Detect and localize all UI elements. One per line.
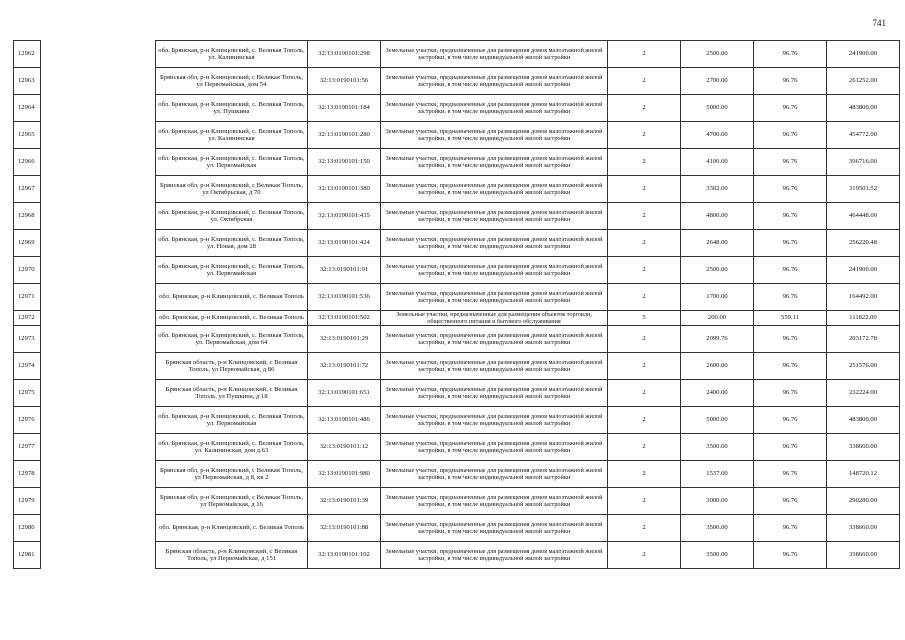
specific-value-cell: 96.76 (754, 542, 827, 569)
address-cell: Брянская обл, р-н Клинцовский, с Великая Тополь, ул Первомайская, д 16 (156, 488, 308, 515)
area-cell: 4100.00 (681, 149, 754, 176)
specific-value-cell: 96.76 (754, 230, 827, 257)
land-use-cell: Земельные участки, предназначенные для размещения домов малоэтажной жилой застройки, в том числе индивидуальной жилой застройки (381, 434, 608, 461)
cadastral-value-cell: 338660.00 (827, 434, 900, 461)
area-cell: 2500.00 (681, 257, 754, 284)
specific-value-cell: 96.76 (754, 515, 827, 542)
cadastral-value-cell: 256220.48 (827, 230, 900, 257)
spacer-cell (41, 407, 156, 434)
area-cell: 2700.00 (681, 68, 754, 95)
area-cell: 3500.00 (681, 515, 754, 542)
address-cell: обл. Брянская, р-н Клинцовский, с. Великая Тополь, ул. Калининская (156, 122, 308, 149)
spacer-cell (41, 434, 156, 461)
specific-value-cell: 96.76 (754, 95, 827, 122)
record-number-cell: 12967 (14, 176, 41, 203)
specific-value-cell: 96.76 (754, 284, 827, 311)
cadastral-number-cell: 32:13:0190101:980 (308, 461, 381, 488)
specific-value-cell: 96.76 (754, 326, 827, 353)
spacer-cell (41, 230, 156, 257)
cadastral-number-cell: 32:13:0190101:150 (308, 149, 381, 176)
record-number-cell: 12974 (14, 353, 41, 380)
record-number-cell: 12980 (14, 515, 41, 542)
address-cell: обл. Брянская, р-н Клинцовский, с. Великая Тополь, ул. Первомайская (156, 257, 308, 284)
table-row (14, 203, 900, 230)
cadastral-number-cell: 32:13:0190101:424 (308, 230, 381, 257)
cadastral-value-cell: 338660.00 (827, 515, 900, 542)
address-cell: Брянская обл, р-н Клинцовский, с Великая Тополь, ул Первомайская, д 8, кв 2 (156, 461, 308, 488)
use-group-cell: 2 (608, 230, 681, 257)
area-cell: 3000.00 (681, 488, 754, 515)
land-use-cell: Земельные участки, предназначенные для размещения домов малоэтажной жилой застройки, в том числе индивидуальной жилой застройки (381, 203, 608, 230)
use-group-cell: 2 (608, 41, 681, 68)
table-row (14, 230, 900, 257)
record-number-cell: 12965 (14, 122, 41, 149)
specific-value-cell: 96.76 (754, 380, 827, 407)
spacer-cell (41, 176, 156, 203)
cadastral-number-cell: 32:13:0190101:435 (308, 203, 381, 230)
table-row (14, 311, 900, 326)
land-use-cell: Земельные участки, предназначенные для размещения домов малоэтажной жилой застройки, в том числе индивидуальной жилой застройки (381, 353, 608, 380)
cadastral-value-cell: 290280.00 (827, 488, 900, 515)
record-number-cell: 12978 (14, 461, 41, 488)
land-use-cell: Земельные участки, предназначенные для размещения домов малоэтажной жилой застройки, в том числе индивидуальной жилой застройки (381, 41, 608, 68)
specific-value-cell: 96.76 (754, 68, 827, 95)
cadastral-value-cell: 241900.00 (827, 257, 900, 284)
spacer-cell (41, 203, 156, 230)
cadastral-number-cell: 32:13:0190101:298 (308, 41, 381, 68)
address-cell: обл. Брянская, р-н Клинцовский, с. Великая Тополь, ул. Калининская (156, 41, 308, 68)
spacer-cell (41, 257, 156, 284)
record-number-cell: 12979 (14, 488, 41, 515)
record-number-cell: 12966 (14, 149, 41, 176)
address-cell: Брянская обл, р-н Клинцовский, с Великая Тополь, ул Октябрьская, д 70 (156, 176, 308, 203)
land-use-cell: Земельные участки, предназначенные для размещения объектов торговли, общественного питания и бытового обслуживания (381, 311, 608, 326)
specific-value-cell: 96.76 (754, 203, 827, 230)
specific-value-cell: 96.76 (754, 176, 827, 203)
address-cell: Брянская область, р-н Клинцовский, с Великая Тополь, ул Пушкина, д 18 (156, 380, 308, 407)
address-cell: обл. Брянская, р-н Клинцовский, с. Великая Тополь, ул. Пушкина (156, 95, 308, 122)
area-cell: 2648.00 (681, 230, 754, 257)
land-use-cell: Земельные участки, предназначенные для размещения домов малоэтажной жилой застройки, в том числе индивидуальной жилой застройки (381, 380, 608, 407)
cadastral-number-cell: 32:13:0190101:29 (308, 326, 381, 353)
spacer-cell (41, 515, 156, 542)
table-row (14, 434, 900, 461)
spacer-cell (41, 326, 156, 353)
specific-value-cell: 96.76 (754, 434, 827, 461)
use-group-cell: 2 (608, 149, 681, 176)
record-number-cell: 12972 (14, 311, 41, 326)
table-body (14, 41, 900, 569)
cadastral-value-cell: 396716.00 (827, 149, 900, 176)
table-row (14, 284, 900, 311)
cadastral-number-cell: 32:13:0190101:72 (308, 353, 381, 380)
record-number-cell: 12970 (14, 257, 41, 284)
area-cell: 3302.00 (681, 176, 754, 203)
cadastral-number-cell: 32:13:0190101:91 (308, 257, 381, 284)
table-row (14, 380, 900, 407)
spacer-cell (41, 68, 156, 95)
address-cell: обл. Брянская, р-н Клинцовский, с. Великая Тополь (156, 284, 308, 311)
address-cell: обл. Брянская, р-н Клинцовский, с. Великая Тополь, ул. Первомайская, дом 64 (156, 326, 308, 353)
cadastral-value-cell: 148720.12 (827, 461, 900, 488)
record-number-cell: 12976 (14, 407, 41, 434)
record-number-cell: 12971 (14, 284, 41, 311)
table-row (14, 122, 900, 149)
specific-value-cell: 96.76 (754, 407, 827, 434)
cadastral-value-cell: 261252.00 (827, 68, 900, 95)
table-row (14, 68, 900, 95)
address-cell: обл. Брянская, р-н Клинцовский, с. Великая Тополь, ул. Первомайская (156, 407, 308, 434)
record-number-cell: 12981 (14, 542, 41, 569)
table-row (14, 515, 900, 542)
cadastral-number-cell: 32:13:0190101:39 (308, 488, 381, 515)
cadastral-value-cell: 241900.00 (827, 41, 900, 68)
use-group-cell: 2 (608, 542, 681, 569)
address-cell: обл. Брянская, р-н Клинцовский, с. Великая Тополь, ул. Калининская, дом д.63 (156, 434, 308, 461)
land-use-cell: Земельные участки, предназначенные для размещения домов малоэтажной жилой застройки, в том числе индивидуальной жилой застройки (381, 488, 608, 515)
specific-value-cell: 96.76 (754, 353, 827, 380)
table-row (14, 149, 900, 176)
address-cell: обл. Брянская, р-н Клинцовский, с. Великая Тополь (156, 311, 308, 326)
address-cell: Брянская обл, р-н Клинцовский, с Великая Тополь, ул Первомайская, дом 54 (156, 68, 308, 95)
use-group-cell: 2 (608, 515, 681, 542)
address-cell: обл. Брянская, р-н Клинцовский, с. Великая Тополь, ул. Первомайская (156, 149, 308, 176)
area-cell: 4800.00 (681, 203, 754, 230)
address-cell: обл. Брянская, р-н Клинцовский, с. Великая Тополь (156, 515, 308, 542)
spacer-cell (41, 122, 156, 149)
area-cell: 4700.00 (681, 122, 754, 149)
use-group-cell: 2 (608, 176, 681, 203)
cadastral-value-cell: 232224.00 (827, 380, 900, 407)
land-use-cell: Земельные участки, предназначенные для размещения домов малоэтажной жилой застройки, в том числе индивидуальной жилой застройки (381, 95, 608, 122)
cadastral-number-cell: 32:13:0190101:12 (308, 434, 381, 461)
area-cell: 3500.00 (681, 434, 754, 461)
record-number-cell: 12964 (14, 95, 41, 122)
table-row (14, 41, 900, 68)
area-cell: 1700.00 (681, 284, 754, 311)
spacer-cell (41, 149, 156, 176)
cadastral-value-cell: 319501.52 (827, 176, 900, 203)
spacer-cell (41, 380, 156, 407)
specific-value-cell: 559.11 (754, 311, 827, 326)
cadastral-value-cell: 454772.00 (827, 122, 900, 149)
address-cell: Брянская область, р-н Клинцовский, с Великая Тополь, ул Первомайская, д 86 (156, 353, 308, 380)
use-group-cell: 2 (608, 68, 681, 95)
use-group-cell: 2 (608, 461, 681, 488)
area-cell: 2600.00 (681, 353, 754, 380)
land-use-cell: Земельные участки, предназначенные для размещения домов малоэтажной жилой застройки, в том числе индивидуальной жилой застройки (381, 326, 608, 353)
record-number-cell: 12975 (14, 380, 41, 407)
table-row (14, 407, 900, 434)
cadastral-value-cell: 111822.00 (827, 311, 900, 326)
land-use-cell: Земельные участки, предназначенные для размещения домов малоэтажной жилой застройки, в том числе индивидуальной жилой застройки (381, 284, 608, 311)
cadastral-number-cell: 32:13:0190101:184 (308, 95, 381, 122)
record-number-cell: 12977 (14, 434, 41, 461)
land-use-cell: Земельные участки, предназначенные для размещения домов малоэтажной жилой застройки, в том числе индивидуальной жилой застройки (381, 461, 608, 488)
address-cell: Брянская область, р-н Клинцовский, с Великая Тополь, ул Первомайская, д 151 (156, 542, 308, 569)
cadastral-number-cell: 32:13:0190101:102 (308, 542, 381, 569)
cadastral-value-cell: 251576.00 (827, 353, 900, 380)
table-row (14, 176, 900, 203)
area-cell: 200.00 (681, 311, 754, 326)
land-use-cell: Земельные участки, предназначенные для размещения домов малоэтажной жилой застройки, в том числе индивидуальной жилой застройки (381, 68, 608, 95)
cadastral-number-cell: 32:13:0190101:280 (308, 122, 381, 149)
table-row (14, 542, 900, 569)
specific-value-cell: 96.76 (754, 461, 827, 488)
spacer-cell (41, 284, 156, 311)
land-use-cell: Земельные участки, предназначенные для размещения домов малоэтажной жилой застройки, в том числе индивидуальной жилой застройки (381, 542, 608, 569)
cadastral-value-cell: 203172.78 (827, 326, 900, 353)
spacer-cell (41, 95, 156, 122)
area-cell: 2500.00 (681, 41, 754, 68)
cadastral-value-cell: 338660.00 (827, 542, 900, 569)
area-cell: 2400.00 (681, 380, 754, 407)
spacer-cell (41, 353, 156, 380)
record-number-cell: 12962 (14, 41, 41, 68)
cadastral-value-cell: 483800.00 (827, 95, 900, 122)
land-use-cell: Земельные участки, предназначенные для размещения домов малоэтажной жилой застройки, в том числе индивидуальной жилой застройки (381, 149, 608, 176)
record-number-cell: 12973 (14, 326, 41, 353)
spacer-cell (41, 461, 156, 488)
cadastral-number-cell: 32:13:0190101:502 (308, 311, 381, 326)
cadastral-number-cell: 32:13:0190101:380 (308, 176, 381, 203)
area-cell: 3500.00 (681, 542, 754, 569)
record-number-cell: 12969 (14, 230, 41, 257)
specific-value-cell: 96.76 (754, 122, 827, 149)
land-use-cell: Земельные участки, предназначенные для размещения домов малоэтажной жилой застройки, в том числе индивидуальной жилой застройки (381, 230, 608, 257)
land-use-cell: Земельные участки, предназначенные для размещения домов малоэтажной жилой застройки, в том числе индивидуальной жилой застройки (381, 407, 608, 434)
cadastral-number-cell: 32:13:0190101:536 (308, 284, 381, 311)
use-group-cell: 2 (608, 203, 681, 230)
cadastral-number-cell: 32:13:0190101:88 (308, 515, 381, 542)
address-cell: обл. Брянская, р-н Клинцовский, с. Великая Тополь, ул. Октябрская (156, 203, 308, 230)
specific-value-cell: 96.76 (754, 41, 827, 68)
land-use-cell: Земельные участки, предназначенные для размещения домов малоэтажной жилой застройки, в том числе индивидуальной жилой застройки (381, 122, 608, 149)
table-row (14, 257, 900, 284)
area-cell: 2099.76 (681, 326, 754, 353)
cadastral-number-cell: 32:13:0190101:651 (308, 380, 381, 407)
use-group-cell: 2 (608, 488, 681, 515)
use-group-cell: 5 (608, 311, 681, 326)
cadastral-value-cell: 483800.00 (827, 407, 900, 434)
table-row (14, 353, 900, 380)
cadastral-value-table (13, 40, 900, 569)
specific-value-cell: 96.76 (754, 149, 827, 176)
spacer-cell (41, 311, 156, 326)
area-cell: 1537.00 (681, 461, 754, 488)
spacer-cell (41, 542, 156, 569)
specific-value-cell: 96.76 (754, 257, 827, 284)
use-group-cell: 2 (608, 257, 681, 284)
cadastral-number-cell: 32:13:0190101:56 (308, 68, 381, 95)
specific-value-cell: 96.76 (754, 488, 827, 515)
record-number-cell: 12968 (14, 203, 41, 230)
land-use-cell: Земельные участки, предназначенные для размещения домов малоэтажной жилой застройки, в том числе индивидуальной жилой застройки (381, 515, 608, 542)
area-cell: 5000.00 (681, 407, 754, 434)
cadastral-number-cell: 32:13:0190101:486 (308, 407, 381, 434)
area-cell: 5000.00 (681, 95, 754, 122)
use-group-cell: 2 (608, 122, 681, 149)
use-group-cell: 2 (608, 353, 681, 380)
table-row (14, 461, 900, 488)
spacer-cell (41, 488, 156, 515)
use-group-cell: 2 (608, 284, 681, 311)
table-row (14, 95, 900, 122)
address-cell: обл. Брянская, р-н Клинцовский, с. Великая Тополь, ул. Новая, дом 28 (156, 230, 308, 257)
use-group-cell: 2 (608, 434, 681, 461)
land-use-cell: Земельные участки, предназначенные для размещения домов малоэтажной жилой застройки, в том числе индивидуальной жилой застройки (381, 257, 608, 284)
land-use-cell: Земельные участки, предназначенные для размещения домов малоэтажной жилой застройки, в том числе индивидуальной жилой застройки (381, 176, 608, 203)
use-group-cell: 2 (608, 326, 681, 353)
use-group-cell: 2 (608, 407, 681, 434)
record-number-cell: 12963 (14, 68, 41, 95)
use-group-cell: 2 (608, 95, 681, 122)
spacer-cell (41, 41, 156, 68)
use-group-cell: 2 (608, 380, 681, 407)
table-row (14, 488, 900, 515)
table-row (14, 326, 900, 353)
cadastral-value-cell: 464448.00 (827, 203, 900, 230)
page-number: 741 (872, 18, 886, 28)
cadastral-value-cell: 164492.00 (827, 284, 900, 311)
